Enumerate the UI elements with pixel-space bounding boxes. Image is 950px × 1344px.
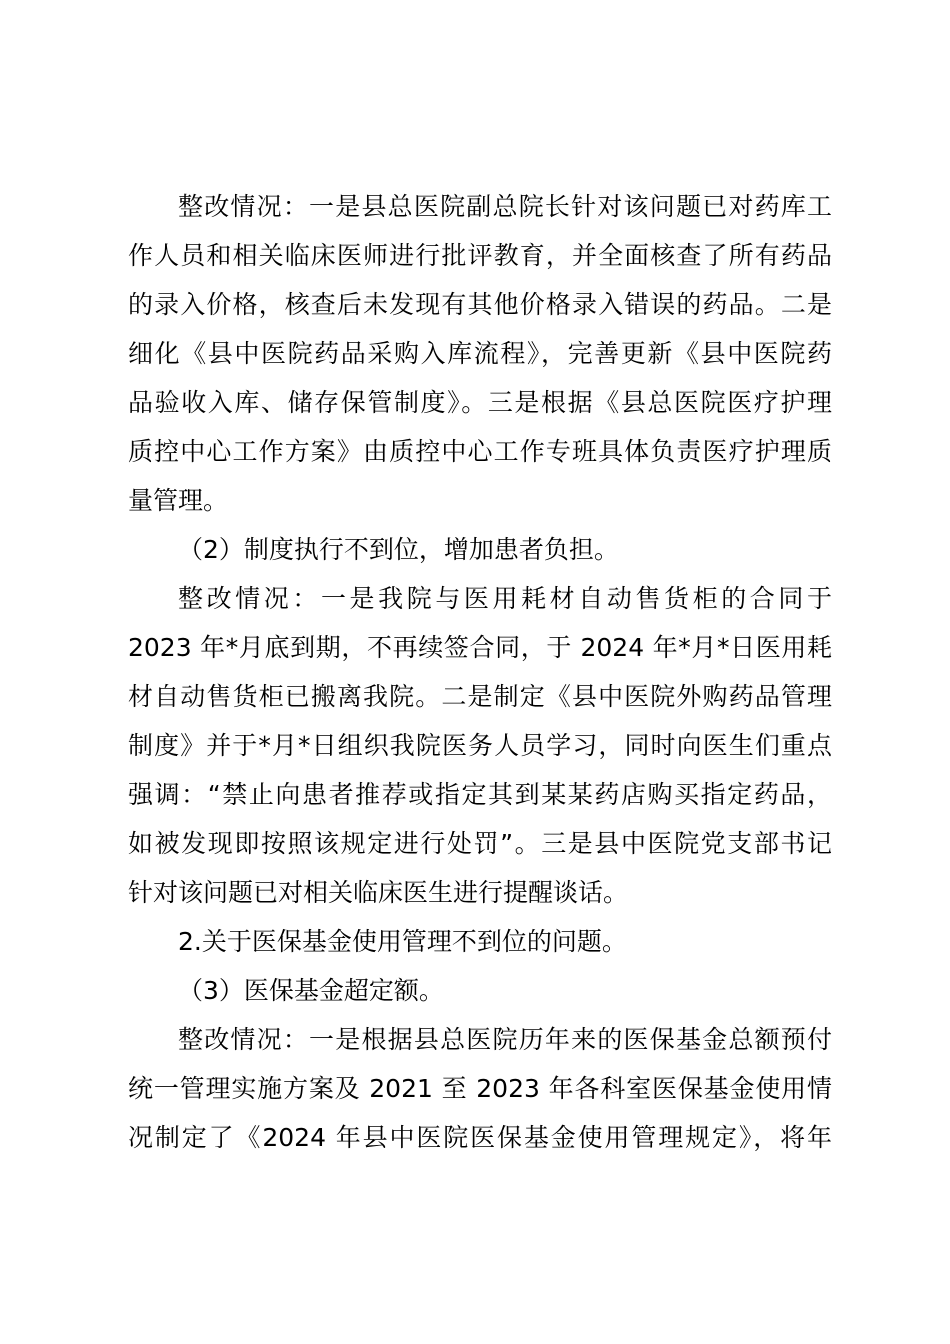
paragraph-1-line-4: 细化《县中医院药品采购入库流程》，完善更新《县中医院药 [128, 339, 832, 368]
paragraph-1-line-5: 品验收入库、储存保管制度》。三是根据《县总医院医疗护理 [128, 388, 832, 417]
paragraph-3-line-5: 强调：“禁止向患者推荐或指定其到某某药店购买指定药品， [128, 780, 832, 809]
paragraph-3-line-2: 2023 年*月底到期，不再续签合同，于 2024 年*月*日医用耗 [128, 633, 832, 662]
paragraph-6-line-2: 统一管理实施方案及 2021 至 2023 年各科室医保基金使用情 [128, 1074, 832, 1103]
section-heading-3: （3）医保基金超定额。 [178, 976, 444, 1005]
paragraph-1-line-6: 质控中心工作方案》由质控中心工作专班具体负责医疗护理质 [128, 437, 832, 466]
paragraph-1-line-2: 作人员和相关临床医师进行批评教育，并全面核查了所有药品 [128, 241, 832, 270]
paragraph-1-line-7: 量管理。 [128, 486, 229, 515]
paragraph-3-line-7: 针对该问题已对相关临床医生进行提醒谈话。 [128, 878, 629, 907]
section-heading-medical-insurance: 2.关于医保基金使用管理不到位的问题。 [178, 927, 627, 956]
paragraph-3-line-1: 整改情况：一是我院与医用耗材自动售货柜的合同于 [178, 584, 832, 613]
paragraph-3-line-6: 如被发现即按照该规定进行处罚”。三是县中医院党支部书记 [128, 829, 832, 858]
paragraph-6-line-3: 况制定了《2024 年县中医院医保基金使用管理规定》，将年 [128, 1123, 832, 1152]
paragraph-1-line-1: 整改情况：一是县总医院副总院长针对该问题已对药库工 [178, 192, 832, 221]
paragraph-3-line-3: 材自动售货柜已搬离我院。二是制定《县中医院外购药品管理 [128, 682, 832, 711]
section-heading-2: （2）制度执行不到位，增加患者负担。 [178, 535, 619, 564]
paragraph-6-line-1: 整改情况：一是根据县总医院历年来的医保基金总额预付 [178, 1025, 832, 1054]
paragraph-1-line-3: 的录入价格，核查后未发现有其他价格录入错误的药品。二是 [128, 290, 832, 319]
paragraph-3-line-4: 制度》并于*月*日组织我院医务人员学习，同时向医生们重点 [128, 731, 832, 760]
